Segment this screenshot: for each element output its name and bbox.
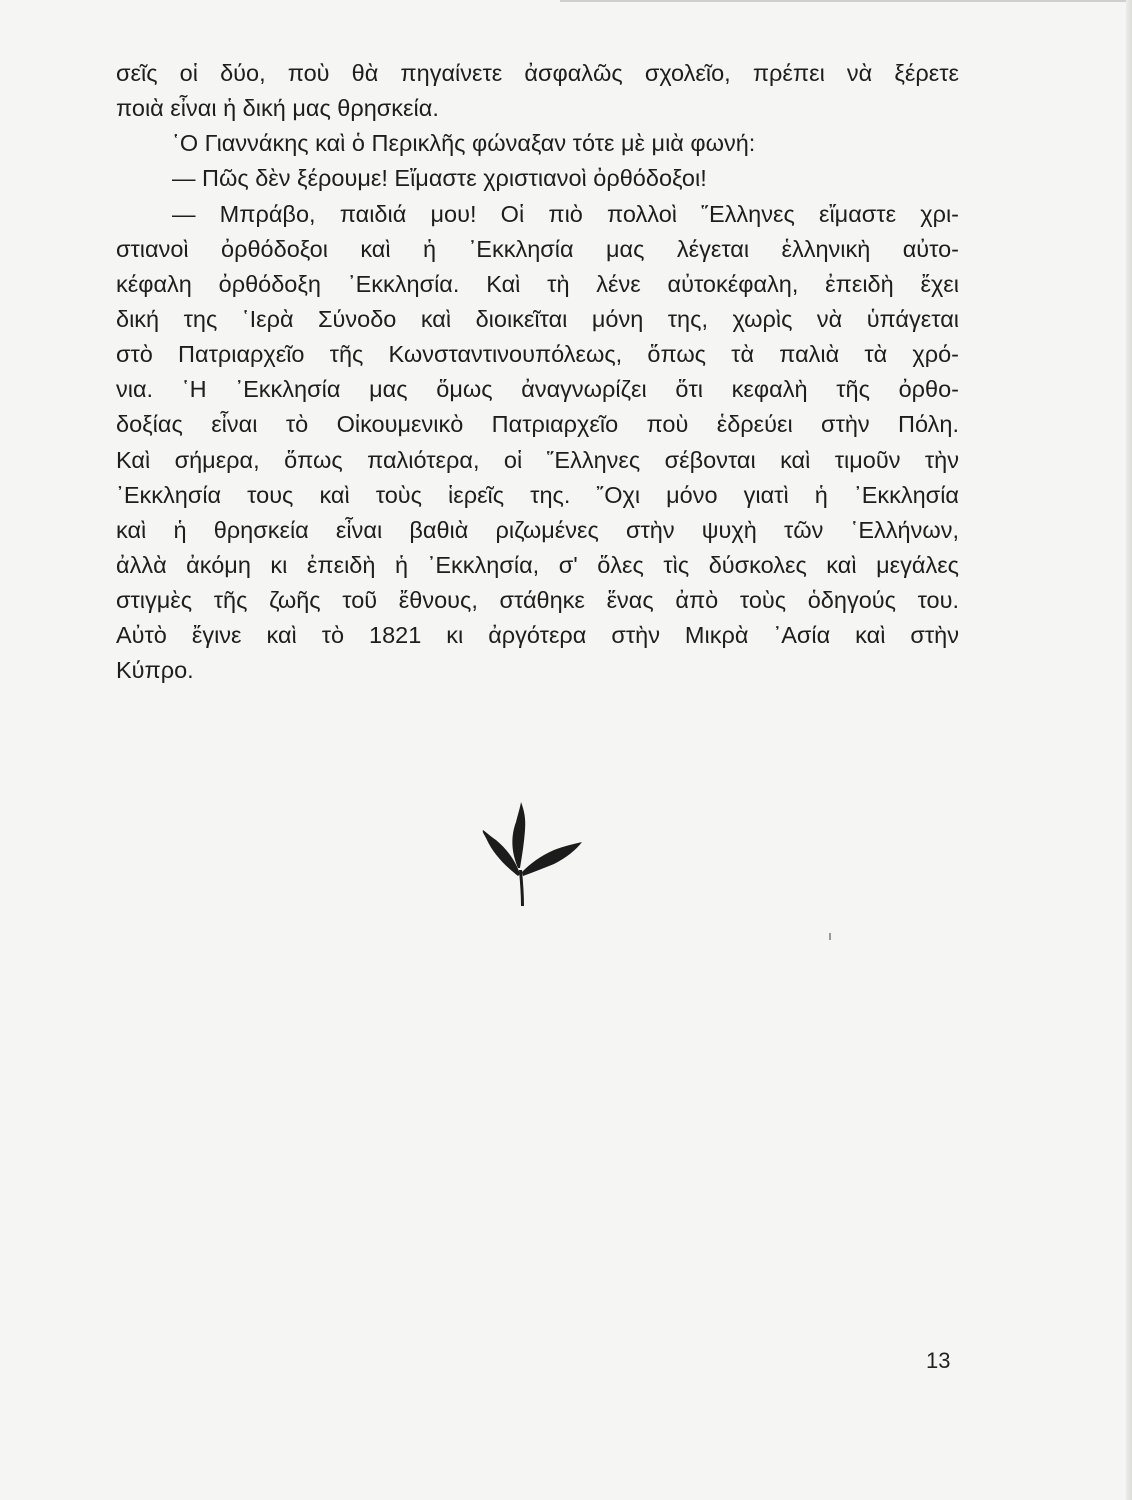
leaf-sprig-icon: [478, 798, 588, 910]
text-line: ῾Ο Γιαννάκης καὶ ὁ Περικλῆς φώναξαν τότε μὲ μιὰ φωνή:: [172, 130, 756, 157]
text-line: Αὐτὸ ἔγινε καὶ τὸ 1821 κι ἀργότερα στὴν Μικρὰ ᾿Ασία καὶ στὴν: [116, 622, 959, 649]
text-line: δική της ῾Ιερὰ Σύνοδο καὶ διοικεῖται μόνη της, χωρὶς νὰ ὑπάγεται: [116, 305, 959, 332]
page-edge-shadow: [1126, 0, 1132, 1500]
page-number: 13: [926, 1348, 951, 1373]
text-line: στιγμὲς τῆς ζωῆς τοῦ ἔθνους, στάθηκε ἕνας ἀπὸ τοὺς ὁδηγούς του.: [116, 587, 959, 614]
print-speck: [829, 933, 831, 940]
text-line: στιανοὶ ὀρθόδοξοι καὶ ἡ ᾿Εκκλησία μας λέγεται ἑλληνικὴ αὐτο-: [116, 235, 959, 262]
text-line: Κύπρο.: [116, 657, 194, 684]
text-line: σεῖς οἱ δύο, ποὺ θὰ πηγαίνετε ἀσφαλῶς σχολεῖο, πρέπει νὰ ξέρετε: [116, 60, 959, 86]
text-line: ᾿Εκκλησία τους καὶ τοὺς ἱερεῖς της. ῎Οχι μόνο γιατὶ ἡ ᾿Εκκλησία: [116, 481, 959, 508]
body-text: [116, 56, 959, 689]
text-line: νια. ῾Η ᾿Εκκλησία μας ὅμως ἀναγνωρίζει ὅτι κεφαλὴ τῆς ὀρθο-: [116, 376, 959, 403]
text-line: κέφαλη ὀρθόδοξη ᾿Εκκλησία. Καὶ τὴ λένε αὐτοκέφαλη, ἐπειδὴ ἔχει: [116, 270, 959, 297]
text-line: ποιὰ εἶναι ἡ δική μας θρησκεία.: [116, 95, 439, 122]
page-edge: [560, 0, 1132, 2]
text-line: δοξίας εἶναι τὸ Οἰκουμενικὸ Πατριαρχεῖο ποὺ ἑδρεύει στὴν Πόλη.: [116, 411, 959, 438]
text-line: καὶ ἡ θρησκεία εἶναι βαθιὰ ριζωμένες στὴν ψυχὴ τῶν ῾Ελλήνων,: [116, 516, 959, 543]
text-line: Καὶ σήμερα, ὅπως παλιότερα, οἱ ῞Ελληνες σέβονται καὶ τιμοῦν τὴν: [116, 446, 959, 473]
dialogue-line: — Μπράβο, παιδιά μου! Οἱ πιὸ πολλοὶ ῞Ελληνες εἴμαστε χρι-: [172, 200, 959, 227]
text-line: ἀλλὰ ἀκόμη κι ἐπειδὴ ἡ ᾿Εκκλησία, σ' ὅλες τὶς δύσκολες καὶ μεγάλες: [116, 551, 959, 578]
text-line: στὸ Πατριαρχεῖο τῆς Κωνσταντινουπόλεως, ὅπως τὰ παλιὰ τὰ χρό-: [116, 341, 959, 368]
dialogue-line: — Πῶς δὲν ξέρουμε! Εἴμαστε χριστιανοὶ ὀρθόδοξοι!: [172, 165, 707, 192]
